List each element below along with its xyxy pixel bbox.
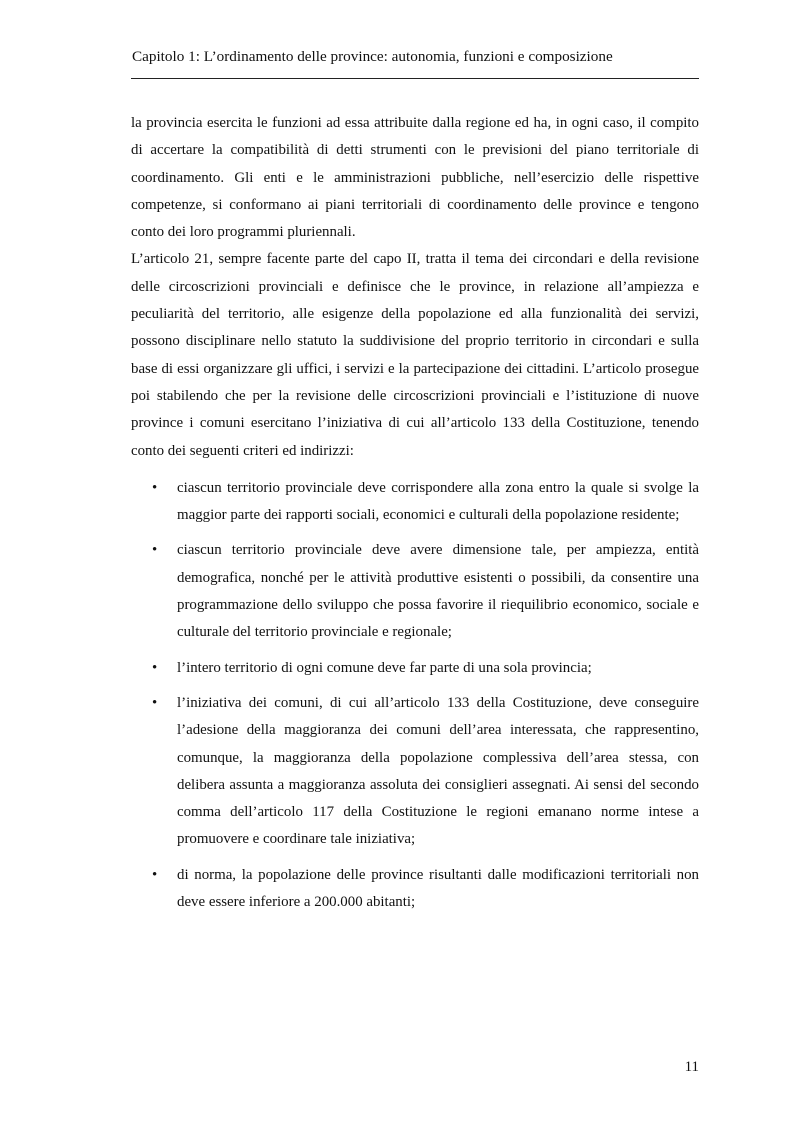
list-item	[131, 862, 699, 917]
page-body	[131, 110, 699, 924]
list-item	[131, 690, 699, 854]
bullet-icon: •	[152, 659, 158, 676]
list-item-text: l’iniziativa dei comuni, di cui all’articolo 133 della Costituzione, deve conseguire l’adesione della maggioranza dei comuni dell’area interessata, che rappresentino, comunque, la maggioranza della popolazione complessiva dell’area stessa, con delibera assunta a maggioranza assoluta dei consiglieri assegnati. Ai sensi del secondo comma dell’articolo 117 della Costituzione le regioni emanano norme intese a promuovere e coordinare tale iniziativa;	[177, 694, 699, 848]
header-rule	[131, 78, 699, 79]
bullet-icon: •	[152, 866, 158, 883]
bullet-icon: •	[152, 542, 158, 559]
bullet-icon: •	[152, 694, 158, 711]
criteria-list	[131, 475, 699, 916]
paragraph-articolo-21: L’articolo 21, sempre facente parte del capo II, tratta il tema dei circondari e della revisione delle circoscrizioni provinciali e definisce che le province, in relazione all’ampiezza e peculiarità del territorio, alle esigenze della popolazione ed alla funzionalità dei servizi, possono disciplinare nello statuto la suddivisione del proprio territorio in circondari e sulla base di essi organizzare gli uffici, i servizi e la partecipazione dei cittadini. L’articolo prosegue poi stabilendo che per la revisione delle circoscrizioni provinciali e l’istituzione di nuove province i comuni esercitano l’iniziativa di cui all’articolo 133 della Costituzione, tenendo conto dei seguenti criteri ed indirizzi:	[131, 251, 699, 459]
page-number: 11	[684, 1059, 699, 1075]
list-item-text: ciascun territorio provinciale deve corrispondere alla zona entro la quale si svolge la maggior parte dei rapporti sociali, economici e culturali della popolazione residente;	[177, 479, 699, 524]
list-item-text: di norma, la popolazione delle province risultanti dalle modificazioni territoriali non deve essere inferiore a 200.000 abitanti;	[177, 866, 699, 911]
running-header: Capitolo 1: L’ordinamento delle province: autonomia, funzioni e composizione	[132, 48, 613, 65]
list-item-text: l’intero territorio di ogni comune deve far parte di una sola provincia;	[177, 659, 592, 676]
bullet-icon: •	[152, 479, 158, 496]
paragraph-continuation: la provincia esercita le funzioni ad essa attribuite dalla regione ed ha, in ogni caso, il compito di accertare la compatibilità di detti strumenti con le previsioni del piano territoriale di coordinamento. Gli enti e le amministrazioni pubbliche, nell’esercizio delle rispettive competenze, si conformano ai piani territoriali di coordinamento delle province e tengono conto dei loro programmi pluriennali.	[131, 115, 699, 241]
list-item	[131, 655, 699, 682]
list-item-text: ciascun territorio provinciale deve avere dimensione tale, per ampiezza, entità demografica, nonché per le attività produttive esistenti o possibili, da consentire una programmazione dello sviluppo che possa favorire il riequilibrio economico, sociale e culturale del territorio provinciale e regionale;	[177, 542, 699, 641]
list-item	[131, 537, 699, 646]
list-item	[131, 475, 699, 530]
